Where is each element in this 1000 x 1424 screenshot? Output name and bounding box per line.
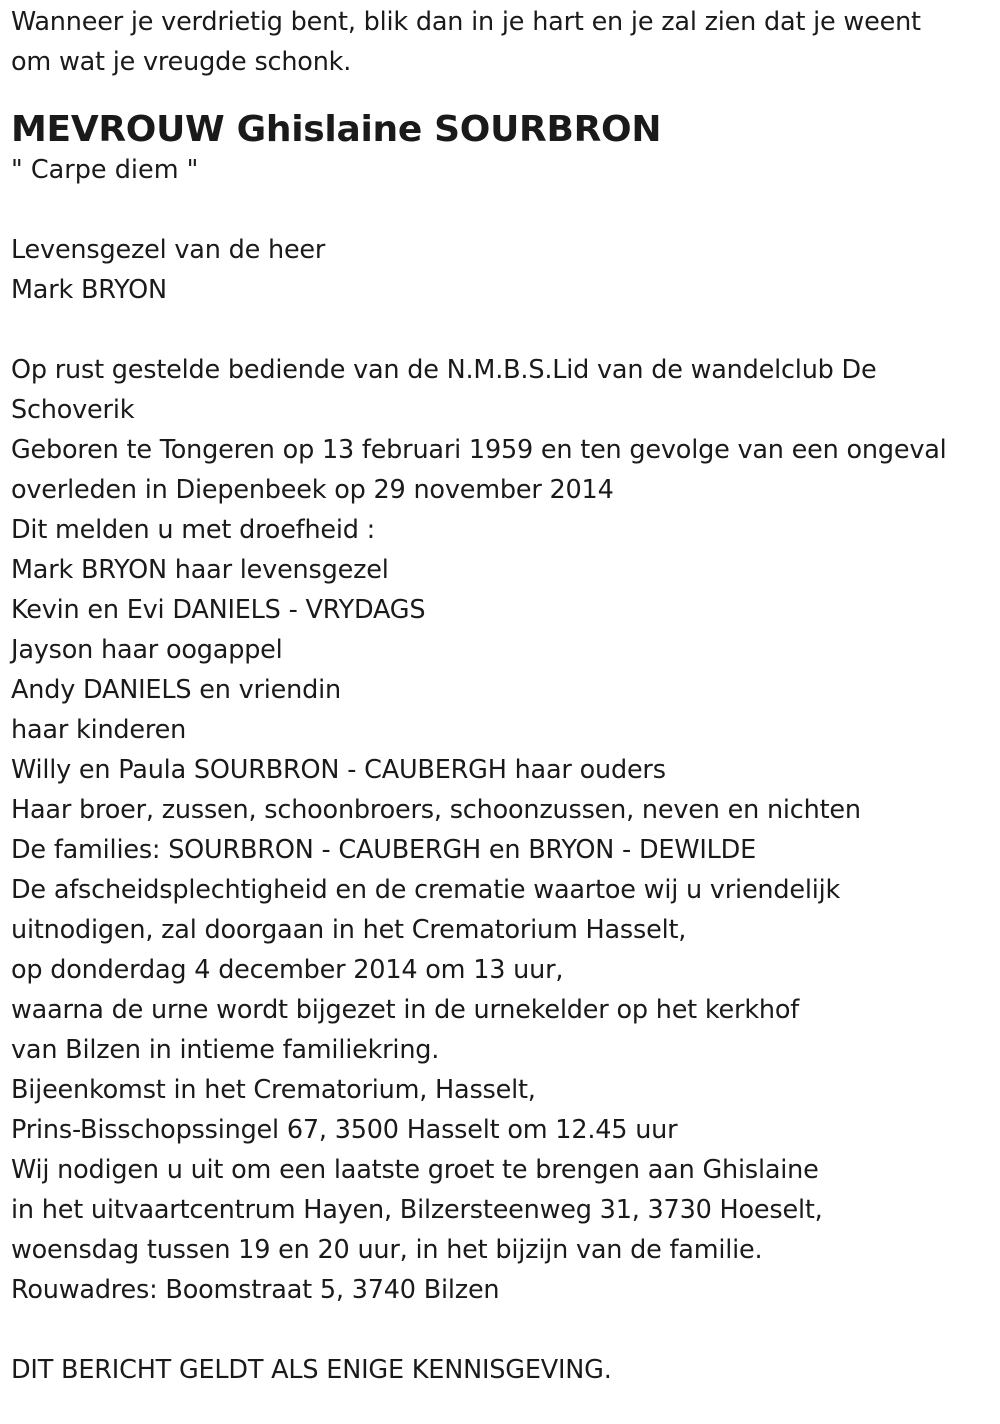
body-line: Willy en Paula SOURBRON - CAUBERGH haar ouders <box>11 755 666 785</box>
body-line: uitnodigen, zal doorgaan in het Crematorium Hasselt, <box>11 915 687 945</box>
body-line: De families: SOURBRON - CAUBERGH en BRYON - DEWILDE <box>11 835 757 865</box>
motto: " Carpe diem " <box>11 155 199 185</box>
notice-footer: DIT BERICHT GELDT ALS ENIGE KENNISGEVING. <box>11 1355 612 1385</box>
body-line: Geboren te Tongeren op 13 februari 1959 en ten gevolge van een ongeval <box>11 435 947 465</box>
announcement-body <box>11 350 990 1310</box>
body-line: Rouwadres: Boomstraat 5, 3740 Bilzen <box>11 1275 500 1305</box>
body-line: Dit melden u met droefheid : <box>11 515 376 545</box>
body-line: Haar broer, zussen, schoonbroers, schoonzussen, neven en nichten <box>11 795 861 825</box>
body-line: Schoverik <box>11 395 135 425</box>
spacer <box>11 1310 990 1350</box>
opening-quote <box>11 2 990 82</box>
partner-line: Mark BRYON <box>11 275 167 305</box>
body-line: Op rust gestelde bediende van de N.M.B.S.Lid van de wandelclub De <box>11 355 877 385</box>
body-line: Mark BRYON haar levensgezel <box>11 555 389 585</box>
partner-line: Levensgezel van de heer <box>11 235 326 265</box>
quote-line: om wat je vreugde schonk. <box>11 47 352 77</box>
body-line: Wij nodigen u uit om een laatste groet te brengen aan Ghislaine <box>11 1155 819 1185</box>
body-line: op donderdag 4 december 2014 om 13 uur, <box>11 955 564 985</box>
spacer <box>11 82 990 106</box>
deceased-name: MEVROUW Ghislaine SOURBRON <box>11 109 662 150</box>
body-line: van Bilzen in intieme familiekring. <box>11 1035 440 1065</box>
spacer <box>11 190 990 230</box>
quote-line: Wanneer je verdrietig bent, blik dan in je hart en je zal zien dat je weent <box>11 7 921 37</box>
body-line: Andy DANIELS en vriendin <box>11 675 341 705</box>
body-line: woensdag tussen 19 en 20 uur, in het bijzijn van de familie. <box>11 1235 763 1265</box>
body-line: Jayson haar oogappel <box>11 635 283 665</box>
body-line: Bijeenkomst in het Crematorium, Hasselt, <box>11 1075 536 1105</box>
body-line: in het uitvaartcentrum Hayen, Bilzersteenweg 31, 3730 Hoeselt, <box>11 1195 823 1225</box>
body-line: Prins-Bisschopssingel 67, 3500 Hasselt om 12.45 uur <box>11 1115 678 1145</box>
partner-block <box>11 230 990 310</box>
spacer <box>11 310 990 350</box>
body-line: overleden in Diepenbeek op 29 november 2014 <box>11 475 614 505</box>
body-line: haar kinderen <box>11 715 187 745</box>
body-line: Kevin en Evi DANIELS - VRYDAGS <box>11 595 426 625</box>
body-line: waarna de urne wordt bijgezet in de urnekelder op het kerkhof <box>11 995 800 1025</box>
body-line: De afscheidsplechtigheid en de crematie waartoe wij u vriendelijk <box>11 875 841 905</box>
